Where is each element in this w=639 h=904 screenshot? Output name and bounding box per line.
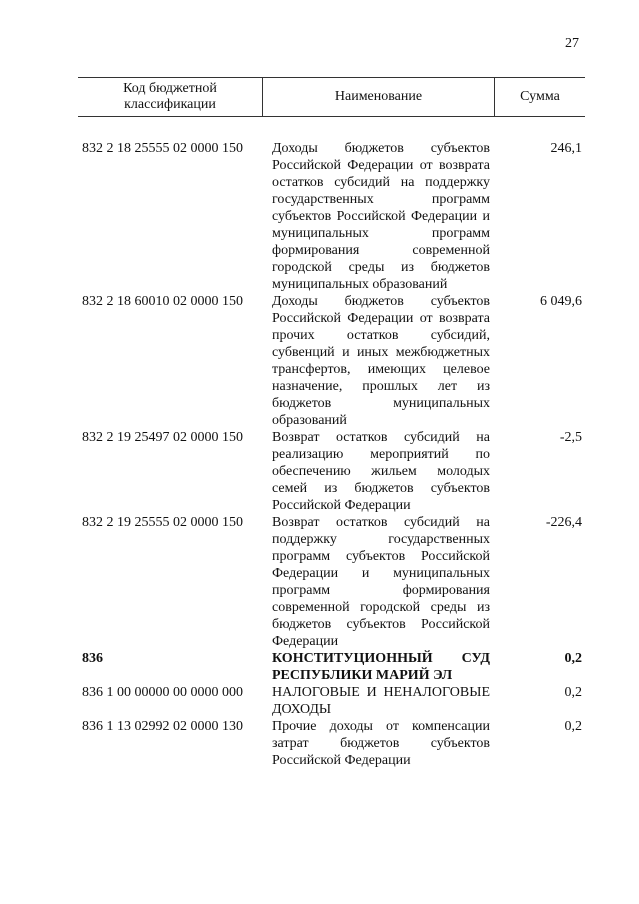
row-code: 832 2 19 25555 02 0000 150 <box>82 515 243 530</box>
row-name: Прочие доходы от компенсации затрат бюджетов субъектов Российской Федерации <box>272 719 490 768</box>
row-amount: 0,2 <box>564 685 582 700</box>
table-row <box>82 429 585 514</box>
row-name: НАЛОГОВЫЕ И НЕНАЛОГОВЫЕ ДОХОДЫ <box>272 685 490 717</box>
table-row <box>82 514 585 650</box>
row-amount: 0,2 <box>564 719 582 734</box>
table-row-section <box>82 650 585 684</box>
row-code: 836 <box>82 651 103 666</box>
row-name: Доходы бюджетов субъектов Российской Федерации от возврата остатков субсидий на поддержку государственных программ субъектов Российской Федерации и муниципальных программ формирования современной городской среды из бюджетов муниципальных образований <box>272 141 490 292</box>
row-code: 832 2 18 60010 02 0000 150 <box>82 294 243 309</box>
header-code: Код бюджетной классификации <box>78 78 263 116</box>
table-row <box>82 684 585 718</box>
row-amount: 0,2 <box>564 651 582 666</box>
row-code: 832 2 18 25555 02 0000 150 <box>82 141 243 156</box>
table-header <box>78 77 585 117</box>
row-amount: 246,1 <box>550 141 582 156</box>
row-name: Возврат остатков субсидий на поддержку государственных программ субъектов Российской Федерации и муниципальных программ формирования современной городской среды из бюджетов субъектов Российской Федерации <box>272 515 490 649</box>
row-code: 836 1 13 02992 02 0000 130 <box>82 719 243 734</box>
row-amount: -226,4 <box>545 515 582 530</box>
row-name: КОНСТИТУЦИОННЫЙ СУД РЕСПУБЛИКИ МАРИЙ ЭЛ <box>272 651 490 683</box>
header-name: Наименование <box>263 78 495 116</box>
row-code: 832 2 19 25497 02 0000 150 <box>82 430 243 445</box>
row-name: Доходы бюджетов субъектов Российской Федерации от возврата прочих остатков субсидий, субвенций и иных межбюджетных трансфертов, имеющих целевое назначение, прошлых лет из бюджетов муниципальных образований <box>272 294 490 428</box>
table-row <box>82 140 585 293</box>
table-row <box>82 293 585 429</box>
table-body <box>82 140 585 769</box>
row-code: 836 1 00 00000 00 0000 000 <box>82 685 243 700</box>
table-row <box>82 718 585 769</box>
row-amount: -2,5 <box>559 430 582 445</box>
row-amount: 6 049,6 <box>540 294 582 309</box>
page-number: 27 <box>565 36 579 51</box>
row-name: Возврат остатков субсидий на реализацию мероприятий по обеспечению жильем молодых семей из бюджетов субъектов Российской Федерации <box>272 430 490 513</box>
header-amount: Сумма <box>520 89 560 104</box>
